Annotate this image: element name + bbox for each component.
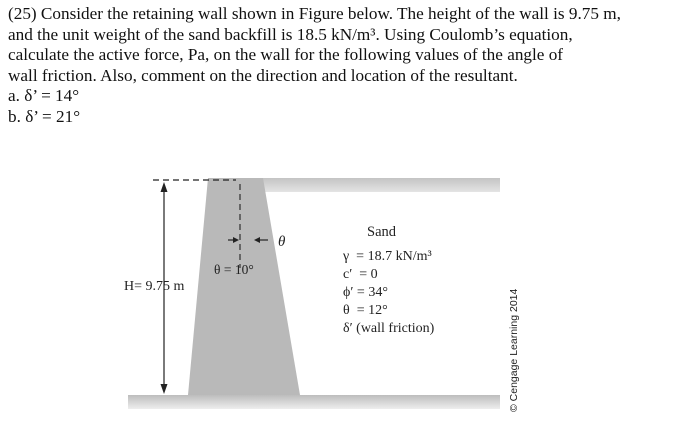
soil-theta: θ = 12° (343, 303, 388, 318)
part-b: b. δ’ = 21° (8, 106, 81, 126)
height-arrow-top (161, 182, 168, 192)
retaining-wall-figure (0, 150, 700, 425)
theta-value-label: θ = 10° (214, 262, 254, 277)
ground-base (128, 395, 500, 409)
height-label: H= 9.75 m (124, 279, 185, 294)
backfill-surface (263, 178, 500, 192)
soil-cohesion: c′ = 0 (343, 267, 378, 282)
part-a: a. δ’ = 14° (8, 86, 80, 105)
problem-line-3: calculate the active force, Pa, on the wall for the following values of the angle of (8, 45, 564, 64)
soil-friction-angle: ϕ′ = 34° (343, 285, 388, 300)
theta-symbol: θ (278, 234, 286, 250)
soil-wall-friction: δ′ (wall friction) (343, 321, 435, 336)
soil-unit-weight: γ = 18.7 kN/m³ (343, 249, 432, 264)
copyright-credit: © Cengage Learning 2014 (508, 288, 520, 412)
height-arrow-bottom (161, 384, 168, 394)
problem-line-1: (25) Consider the retaining wall shown in Figure below. The height of the wall is 9.75 m, (8, 4, 621, 23)
problem-statement (8, 4, 698, 127)
problem-line-4: wall friction. Also, comment on the direction and location of the resultant. (8, 65, 518, 85)
soil-title: Sand (367, 224, 396, 240)
problem-line-2: and the unit weight of the sand backfill is 18.5 kN/m³. Using Coulomb’s equation, (8, 24, 573, 44)
retaining-wall (188, 178, 300, 395)
